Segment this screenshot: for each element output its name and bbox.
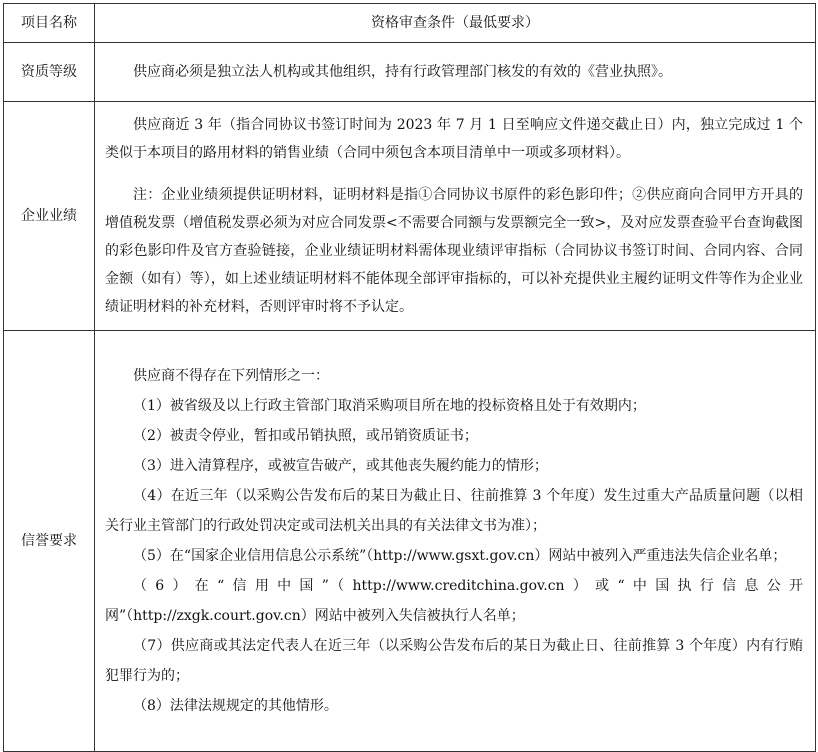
table-row-credit-requirements: [4, 331, 816, 752]
credit-item-2: （2）被责令停业，暂扣或吊销执照，或吊销资质证书；: [133, 428, 478, 444]
credit-item-4: （4）在近三年（以采购公告发布后的某日为截止日、往前推算 3 个年度）发生过重大产品质量问题（以相关行业主管部门的行政处罚决定或司法机关出具的有关法律文书为准）；: [105, 488, 803, 534]
table-header-row: [4, 4, 816, 43]
credit-intro: 供应商不得存在下列情形之一：: [133, 368, 329, 384]
credit-item-3: （3）进入清算程序，或被宣告破产，或其他丧失履约能力的情形；: [133, 458, 548, 474]
performance-requirement: 供应商近 3 年（指合同协议书签订时间为 2023 年 7 月 1 日至响应文件递交截止日）内，独立完成过 1 个类似于本项目的路用材料的销售业绩（合同中须包含本项目清单中一项或多项材料）。: [105, 117, 803, 161]
header-qualification-conditions: 资格审查条件（最低要求）: [95, 4, 816, 43]
credit-item-8: （8）法律法规规定的其他情形。: [133, 698, 338, 714]
credit-item-7: （7）供应商或其法定代表人在近三年（以采购公告发布后的某日为截止日、往前推算 3 个年度）内有行贿犯罪行为的；: [105, 638, 803, 684]
credit-item-1: （1）被省级及以上行政主管部门取消采购项目所在地的投标资格且处于有效期内；: [133, 398, 646, 414]
credit-item-5: （5）在“国家企业信用信息公示系统”（http://www.gsxt.gov.cn）网站中被列入严重违法失信企业名单；: [133, 548, 787, 564]
qualification-table: [3, 3, 816, 752]
row-content-credit: [95, 331, 816, 752]
row-label-qualification: 资质等级: [4, 43, 95, 102]
row-label-performance: 企业业绩: [4, 102, 95, 331]
table-row-enterprise-performance: [4, 102, 816, 331]
qualification-text: 供应商必须是独立法人机构或其他组织，持有行政管理部门核发的有效的《营业执照》。: [133, 64, 672, 80]
row-content-performance: [95, 102, 816, 331]
row-content-qualification: [95, 43, 816, 102]
header-project-name: 项目名称: [4, 4, 95, 43]
table-row-qualification-level: [4, 43, 816, 102]
credit-item-6: （6）在“信用中国”（http://www.creditchina.gov.cn）或“中国执行信息公开网”（http://zxgk.court.gov.cn）网站中被列入失信被执行人名单；: [105, 578, 803, 624]
performance-note: 注：企业业绩须提供证明材料，证明材料是指①合同协议书原件的彩色影印件；②供应商向合同甲方开具的增值税发票（增值税发票必须为对应合同发票<不需要合同额与发票额完全一致>，及对应发票查验平台查询截图的彩色影印件及官方查验链接，企业业绩证明材料需体现业绩评审指标（合同协议书签订时间、合同内容、合同金额（如有）等），如上述业绩证明材料不能体现全部评审指标的，可以补充提供业主履约证明文件等作为企业业绩证明材料的补充材料，否则评审时将不予认定。: [105, 187, 803, 315]
row-label-credit: 信誉要求: [4, 331, 95, 752]
